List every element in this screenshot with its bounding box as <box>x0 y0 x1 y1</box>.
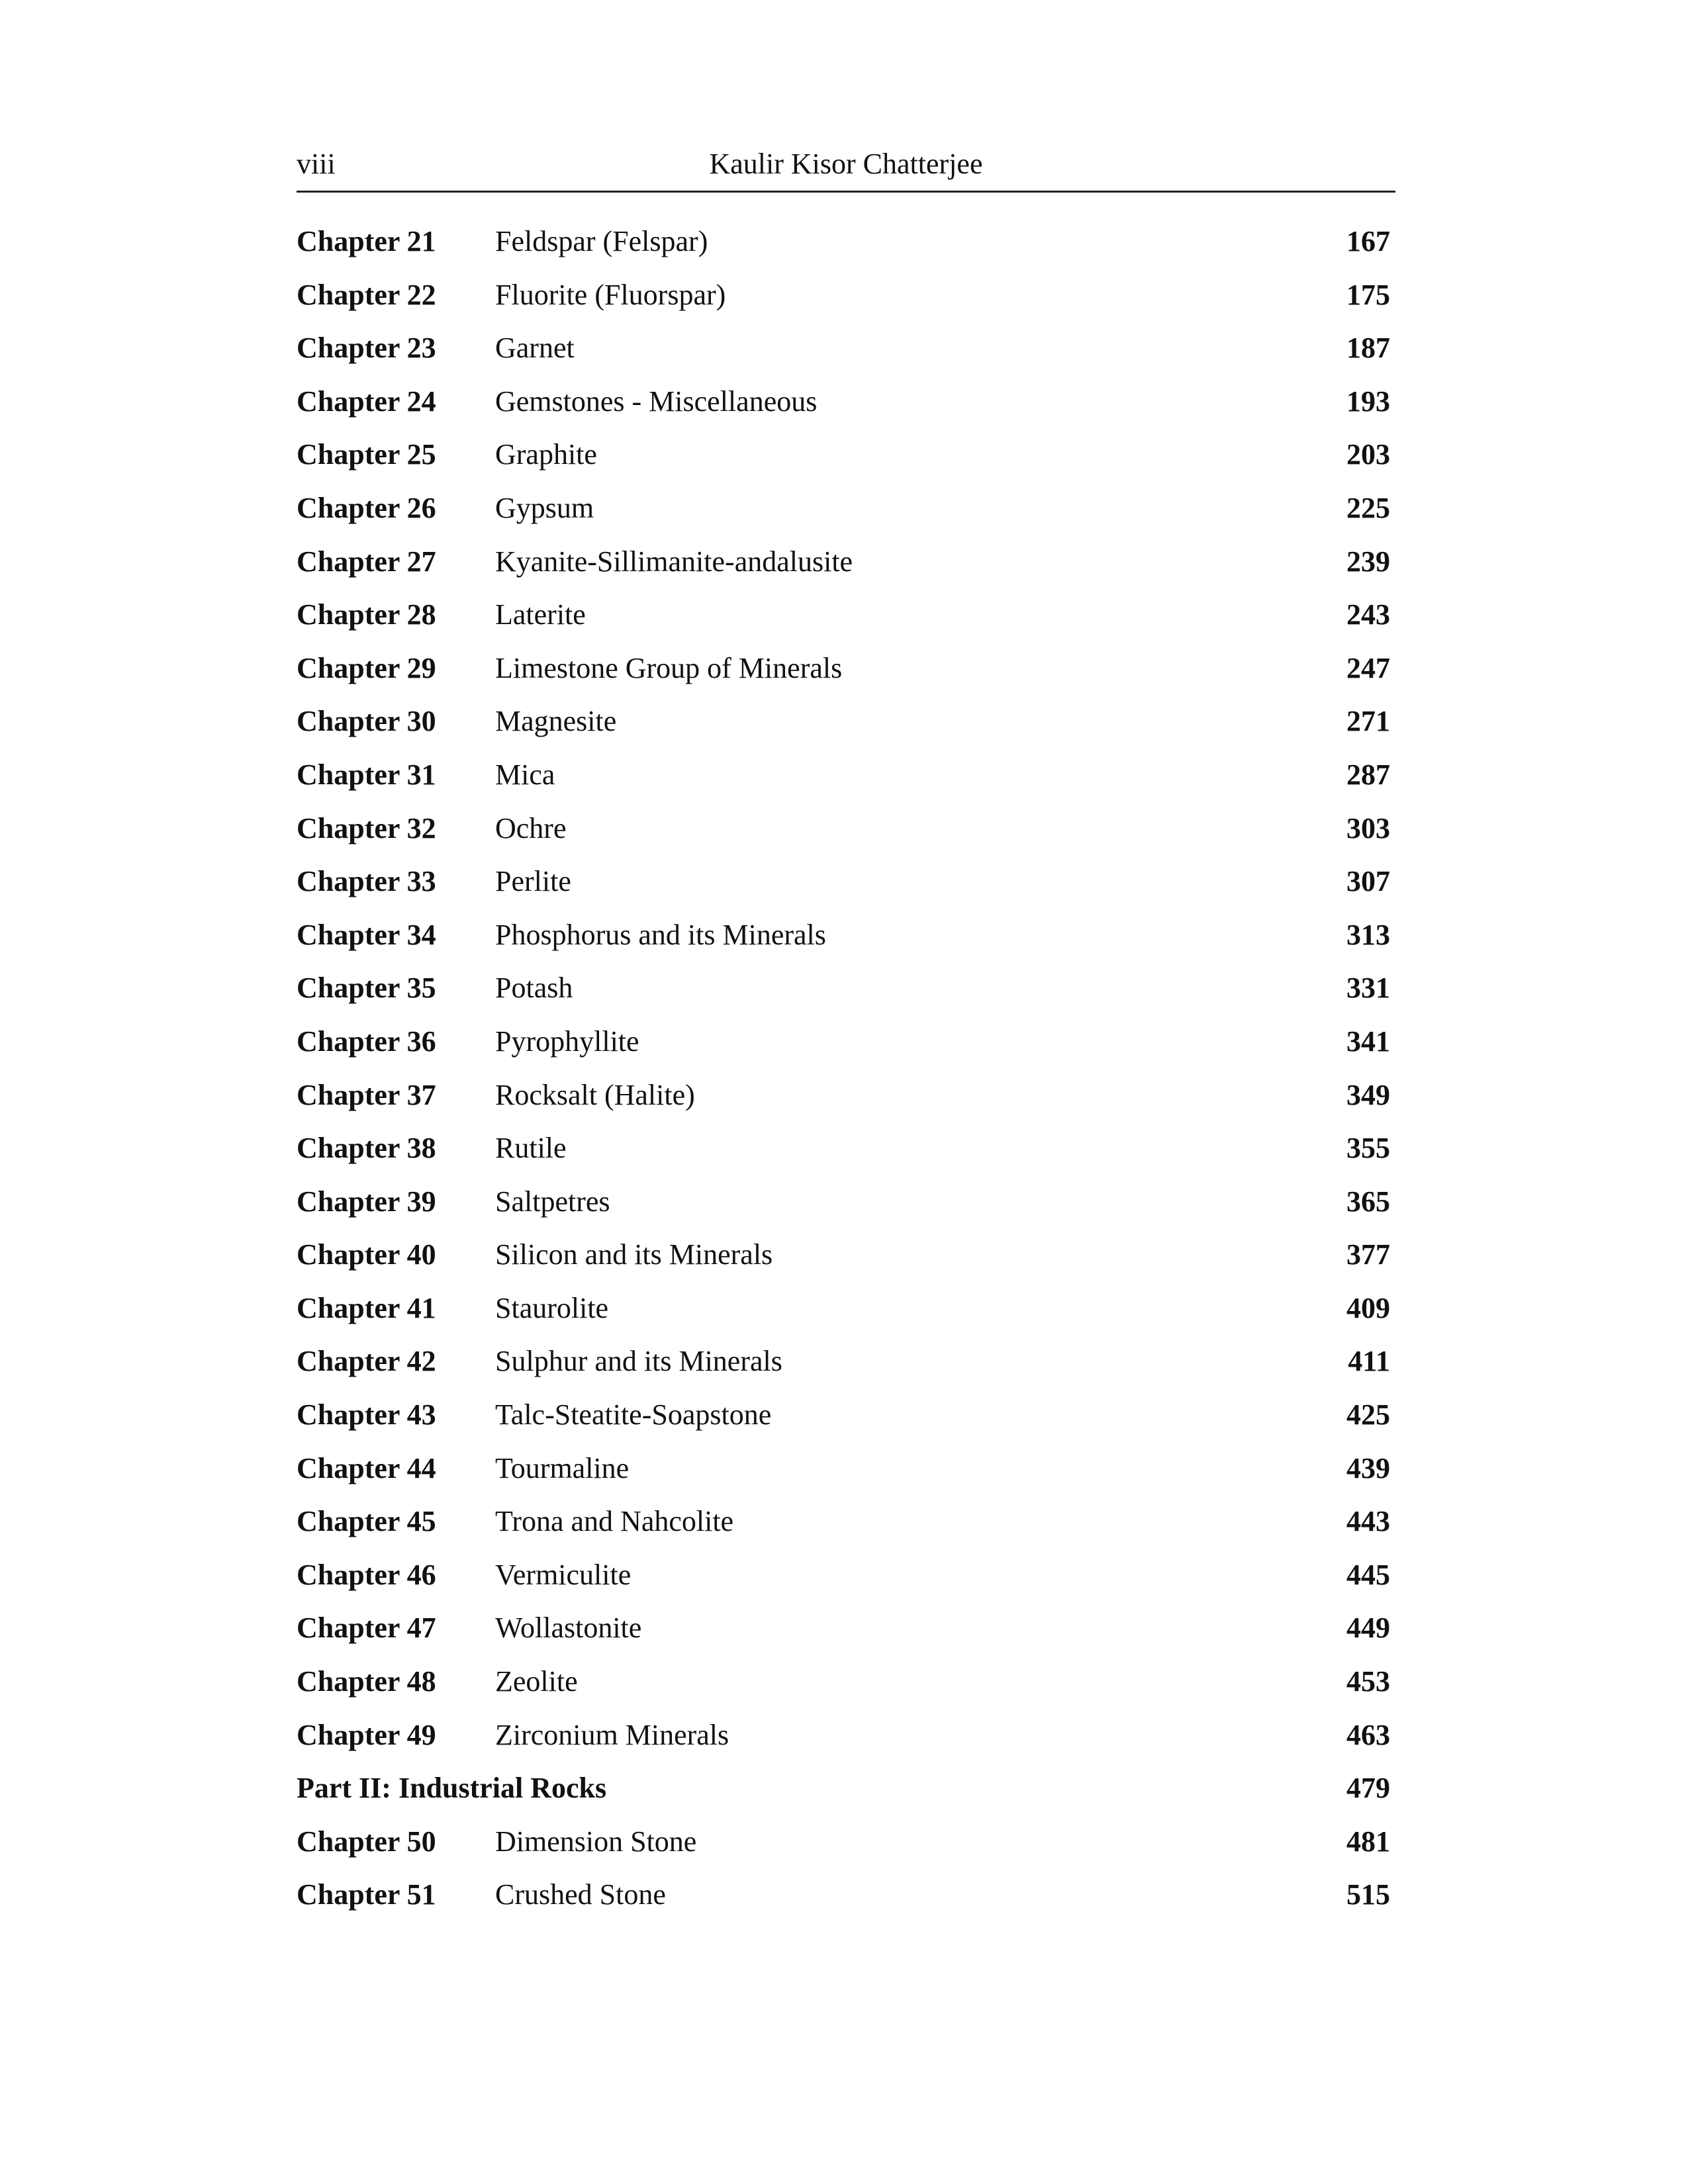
toc-page-number: 479 <box>1346 1772 1390 1805</box>
toc-page-number: 287 <box>1346 758 1390 791</box>
toc-title: Zeolite <box>495 1665 578 1698</box>
toc-label: Part II: Industrial Rocks <box>297 1772 607 1805</box>
toc-page-number: 313 <box>1346 918 1390 951</box>
toc-row[interactable] <box>297 1335 1390 1388</box>
toc-title: Ochre <box>495 811 567 844</box>
toc-label: Chapter 34 <box>297 918 436 951</box>
toc-page-number: 239 <box>1346 545 1390 578</box>
toc-label: Chapter 36 <box>297 1024 436 1058</box>
toc-title: Sulphur and its Minerals <box>495 1345 782 1378</box>
toc-row[interactable] <box>297 1495 1390 1549</box>
page-header <box>297 144 1395 193</box>
toc-page-number: 187 <box>1346 332 1390 365</box>
toc-label: Chapter 28 <box>297 598 436 631</box>
toc-row[interactable] <box>297 1709 1390 1762</box>
toc-page-number: 243 <box>1346 598 1390 631</box>
toc-row[interactable] <box>297 322 1390 375</box>
toc-label: Chapter 48 <box>297 1665 436 1698</box>
toc-page-number: 341 <box>1346 1024 1390 1058</box>
toc-title: Potash <box>495 972 573 1005</box>
toc-row[interactable] <box>297 1815 1390 1869</box>
toc-title: Crushed Stone <box>495 1878 666 1911</box>
toc-title: Perlite <box>495 865 571 898</box>
toc-row[interactable] <box>297 215 1390 269</box>
toc-page-number: 355 <box>1346 1132 1390 1165</box>
toc-page-number: 175 <box>1346 278 1390 311</box>
toc-page-number: 453 <box>1346 1665 1390 1698</box>
toc-label: Chapter 38 <box>297 1132 436 1165</box>
toc-title: Silicon and its Minerals <box>495 1238 773 1271</box>
toc-page-number: 349 <box>1346 1078 1390 1111</box>
toc-row[interactable] <box>297 909 1390 962</box>
toc-title: Laterite <box>495 598 586 631</box>
toc-row[interactable] <box>297 1868 1390 1922</box>
toc-label: Chapter 46 <box>297 1558 436 1591</box>
toc-row[interactable] <box>297 588 1390 642</box>
toc-label: Chapter 27 <box>297 545 436 578</box>
toc-page-number: 331 <box>1346 972 1390 1005</box>
toc-title: Limestone Group of Minerals <box>495 651 843 684</box>
toc-title: Zirconium Minerals <box>495 1718 729 1751</box>
running-head: Kaulir Kisor Chatterjee <box>709 148 983 180</box>
toc-title: Wollastonite <box>495 1612 642 1645</box>
toc-title: Dimension Stone <box>495 1825 697 1858</box>
toc-page-number: 439 <box>1346 1451 1390 1484</box>
toc-page-number: 515 <box>1346 1878 1390 1911</box>
toc-title: Rocksalt (Halite) <box>495 1078 695 1111</box>
toc-label: Chapter 43 <box>297 1398 436 1432</box>
toc-title: Gypsum <box>495 491 594 524</box>
toc-label: Chapter 39 <box>297 1185 436 1218</box>
toc-page-number: 225 <box>1346 491 1390 524</box>
toc-row[interactable] <box>297 1388 1390 1442</box>
toc-row[interactable] <box>297 1069 1390 1122</box>
toc-row[interactable] <box>297 1175 1390 1229</box>
toc-row[interactable] <box>297 695 1390 749</box>
toc-title: Talc-Steatite-Soapstone <box>495 1398 772 1432</box>
toc-label: Chapter 29 <box>297 651 436 684</box>
toc-label: Chapter 25 <box>297 438 436 471</box>
toc-label: Chapter 44 <box>297 1451 436 1484</box>
toc-page-number: 271 <box>1346 705 1390 738</box>
toc-label: Chapter 31 <box>297 758 436 791</box>
toc-title: Tourmaline <box>495 1451 630 1484</box>
toc-title: Magnesite <box>495 705 617 738</box>
page-number: viii <box>297 148 336 180</box>
toc-label: Chapter 24 <box>297 385 436 418</box>
toc-page-number: 203 <box>1346 438 1390 471</box>
toc-title: Mica <box>495 758 555 791</box>
toc-label: Chapter 33 <box>297 865 436 898</box>
toc-title: Rutile <box>495 1132 567 1165</box>
toc-row[interactable] <box>297 1442 1390 1496</box>
toc-title: Pyrophyllite <box>495 1024 639 1058</box>
toc-row[interactable] <box>297 1122 1390 1175</box>
toc-row[interactable] <box>297 802 1390 856</box>
toc-row[interactable] <box>297 1655 1390 1709</box>
toc-label: Chapter 42 <box>297 1345 436 1378</box>
toc-label: Chapter 32 <box>297 811 436 844</box>
toc-row[interactable] <box>297 642 1390 696</box>
toc-row[interactable] <box>297 1602 1390 1655</box>
toc-row[interactable] <box>297 428 1390 482</box>
toc-label: Chapter 37 <box>297 1078 436 1111</box>
toc-page-number: 449 <box>1346 1612 1390 1645</box>
toc-part-heading[interactable] <box>297 1762 1390 1815</box>
toc-page-number: 303 <box>1346 811 1390 844</box>
toc-label: Chapter 47 <box>297 1612 436 1645</box>
toc-label: Chapter 26 <box>297 491 436 524</box>
toc-page-number: 481 <box>1346 1825 1390 1858</box>
toc-label: Chapter 50 <box>297 1825 436 1858</box>
toc-row[interactable] <box>297 375 1390 429</box>
toc-row[interactable] <box>297 482 1390 535</box>
toc-label: Chapter 35 <box>297 972 436 1005</box>
toc-page-number: 377 <box>1346 1238 1390 1271</box>
toc-label: Chapter 21 <box>297 225 436 257</box>
toc-title: Vermiculite <box>495 1558 632 1591</box>
toc-page-number: 193 <box>1346 385 1390 418</box>
toc-label: Chapter 22 <box>297 278 436 311</box>
toc-row[interactable] <box>297 1015 1390 1069</box>
toc-label: Chapter 45 <box>297 1505 436 1538</box>
toc-label: Chapter 23 <box>297 332 436 365</box>
toc-row[interactable] <box>297 749 1390 802</box>
toc-title: Kyanite-Sillimanite-andalusite <box>495 545 853 578</box>
toc-row[interactable] <box>297 855 1390 909</box>
toc-page-number: 443 <box>1346 1505 1390 1538</box>
toc-page-number: 463 <box>1346 1718 1390 1751</box>
toc-page-number: 411 <box>1348 1345 1390 1378</box>
table-of-contents <box>297 215 1390 1922</box>
toc-title: Trona and Nahcolite <box>495 1505 734 1538</box>
toc-title: Phosphorus and its Minerals <box>495 918 826 951</box>
toc-title: Graphite <box>495 438 597 471</box>
toc-page-number: 307 <box>1346 865 1390 898</box>
toc-title: Garnet <box>495 332 575 365</box>
toc-label: Chapter 49 <box>297 1718 436 1751</box>
toc-label: Chapter 40 <box>297 1238 436 1271</box>
toc-title: Fluorite (Fluorspar) <box>495 278 726 311</box>
toc-page-number: 365 <box>1346 1185 1390 1218</box>
toc-row[interactable] <box>297 535 1390 589</box>
toc-row[interactable] <box>297 1549 1390 1602</box>
toc-page-number: 167 <box>1346 225 1390 257</box>
toc-row[interactable] <box>297 1282 1390 1336</box>
toc-page-number: 247 <box>1346 651 1390 684</box>
toc-page-number: 409 <box>1346 1291 1390 1324</box>
toc-page-number: 425 <box>1346 1398 1390 1432</box>
toc-label: Chapter 30 <box>297 705 436 738</box>
toc-title: Staurolite <box>495 1291 609 1324</box>
toc-label: Chapter 51 <box>297 1878 436 1911</box>
toc-row[interactable] <box>297 1228 1390 1282</box>
toc-title: Saltpetres <box>495 1185 610 1218</box>
toc-title: Feldspar (Felspar) <box>495 225 708 257</box>
toc-title: Gemstones - Miscellaneous <box>495 385 818 418</box>
toc-row[interactable] <box>297 269 1390 322</box>
toc-row[interactable] <box>297 962 1390 1015</box>
toc-page-number: 445 <box>1346 1558 1390 1591</box>
toc-label: Chapter 41 <box>297 1291 436 1324</box>
